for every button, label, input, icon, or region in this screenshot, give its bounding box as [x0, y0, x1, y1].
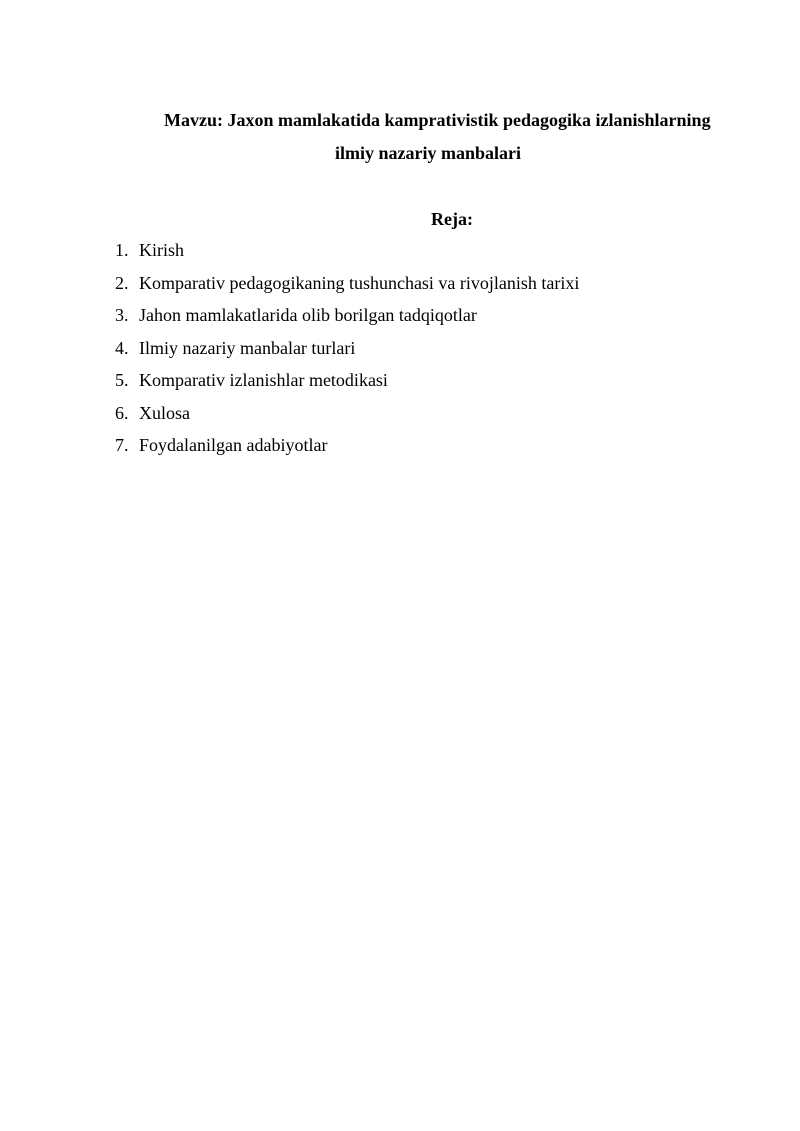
plan-item-text: Komparativ izlanishlar metodikasi — [139, 370, 388, 390]
title-line-2: ilmiy nazariy manbalari — [335, 143, 521, 163]
plan-item-text: Ilmiy nazariy manbalar turlari — [139, 337, 356, 358]
plan-item — [115, 238, 579, 271]
plan-item-number: 6. — [115, 402, 129, 423]
plan-item — [115, 368, 579, 401]
plan-item — [115, 336, 579, 369]
plan-item-number: 7. — [115, 435, 129, 455]
plan-item — [115, 433, 579, 466]
plan-item-number: 4. — [115, 337, 129, 358]
plan-item-number: 5. — [115, 370, 129, 390]
plan-item-text: Kirish — [139, 240, 184, 260]
plan-list — [115, 238, 579, 466]
plan-item — [115, 401, 579, 434]
plan-item-text: Komparativ pedagogikaning tushunchasi va rivojlanish tarixi — [139, 272, 580, 293]
plan-heading: Reja: — [431, 209, 473, 229]
plan-item-number: 3. — [115, 305, 129, 325]
plan-item — [115, 303, 579, 336]
plan-item — [115, 271, 579, 304]
plan-item-text: Xulosa — [139, 402, 190, 423]
plan-item-text: Foydalanilgan adabiyotlar — [139, 435, 328, 455]
plan-item-number: 1. — [115, 240, 129, 260]
plan-item-text: Jahon mamlakatlarida olib borilgan tadqiqotlar — [139, 305, 477, 325]
title-line-1: Mavzu: Jaxon mamlakatida kamprativistik pedagogika izlanishlarning — [164, 110, 711, 130]
plan-item-number: 2. — [115, 272, 129, 293]
